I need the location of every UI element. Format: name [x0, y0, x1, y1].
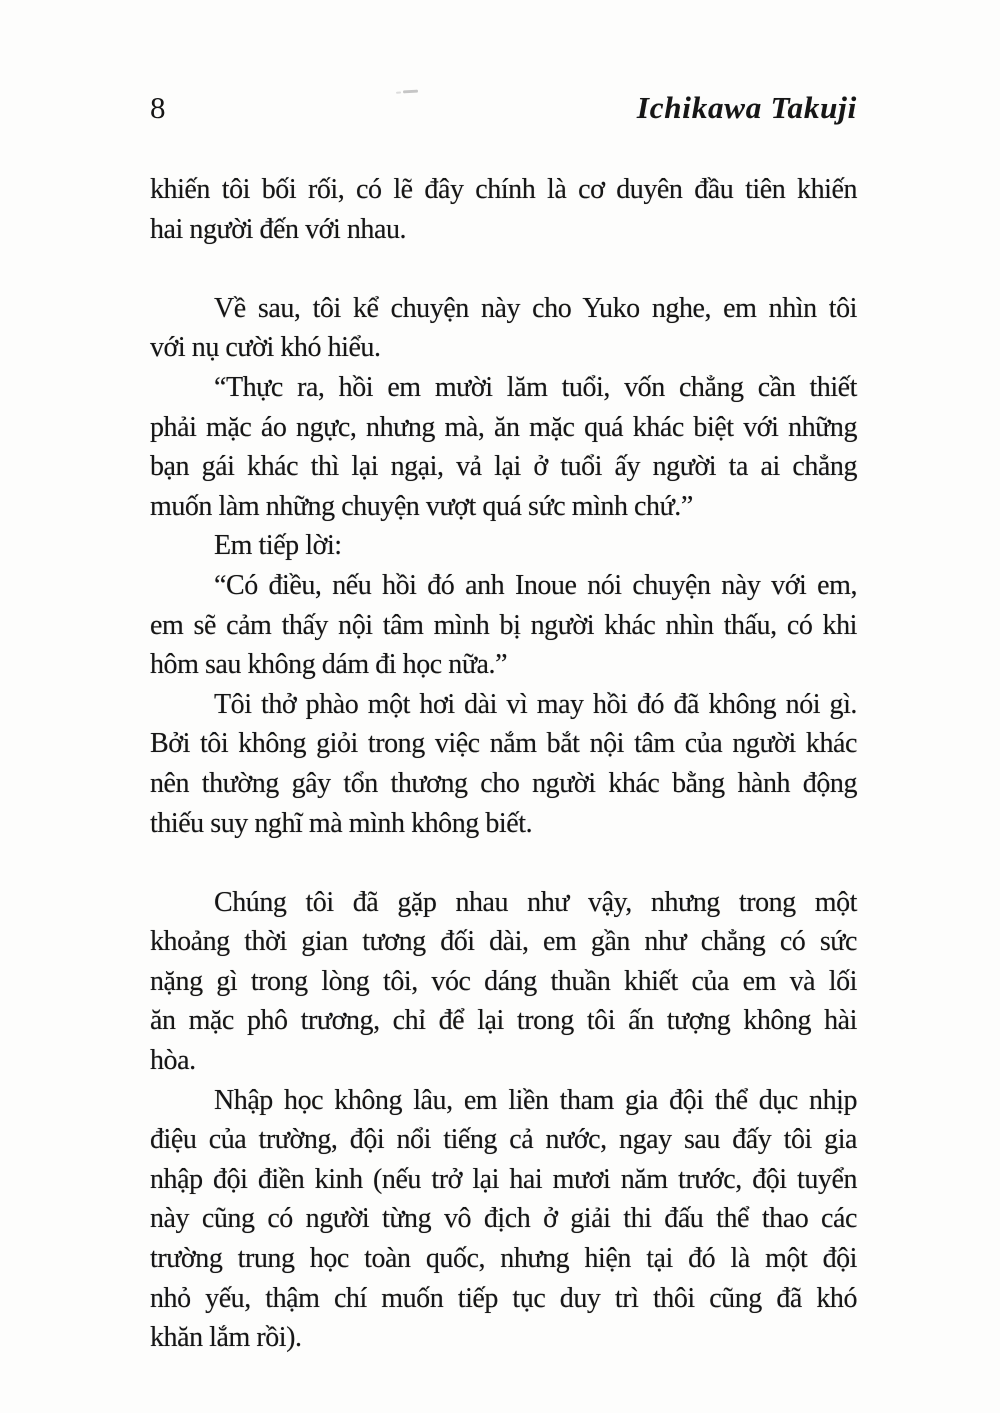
text-line: nhập đội điền kinh (nếu trở lại hai mươi năm trước, đội tuyển [150, 1163, 857, 1195]
text-line: Bởi tôi không giỏi trong việc nắm bắt nội tâm của người khác [150, 728, 857, 760]
text-line: “Có điều, nếu hồi đó anh Inoue nói chuyện này với em, [214, 569, 857, 601]
paragraph [150, 289, 857, 368]
text-line: muốn làm những chuyện vượt quá sức mình chứ.” [150, 490, 693, 522]
running-header-author: Ichikawa Takuji [636, 90, 857, 125]
text-line: Nhập học không lâu, em liền tham gia đội thể dục nhịp [214, 1084, 857, 1116]
text-line: hòa. [150, 1045, 196, 1077]
paragraph [150, 1081, 857, 1358]
text-line: “Thực ra, hồi em mười lăm tuổi, vốn chẳng cần thiết [214, 371, 857, 403]
text-line: khoảng thời gian tương đối dài, em gần như chẳng có sức [150, 926, 857, 958]
text-line: bạn gái khác thì lại ngại, vả lại ở tuổi ấy người ta ai chẳng [150, 451, 857, 483]
text-line: Về sau, tôi kể chuyện này cho Yuko nghe, em nhìn tôi [214, 292, 857, 324]
paragraph [150, 883, 857, 1081]
text-line: ăn mặc phô trương, chỉ để lại trong tôi ấn tượng không hài [150, 1005, 857, 1037]
text-line: Chúng tôi đã gặp nhau như vậy, nhưng trong một [214, 886, 857, 918]
text-line: trường trung học toàn quốc, nhưng hiện tại đó là một đội [150, 1243, 857, 1275]
paragraph [150, 368, 857, 526]
text-line: khiến tôi bối rối, có lẽ đây chính là cơ duyên đầu tiên khiến [150, 174, 857, 205]
paragraph [150, 685, 857, 843]
text-line: điệu của trường, đội nổi tiếng cả nước, ngay sau đấy tôi gia [150, 1124, 857, 1156]
text-line: này cũng có người từng vô địch ở giải thi đấu thể thao các [150, 1203, 857, 1235]
paragraph [150, 526, 857, 566]
text-line: thiếu suy nghĩ mà mình không biết. [150, 807, 533, 839]
page-header [150, 90, 857, 126]
paragraph [150, 566, 857, 685]
text-line: với nụ cười khó hiểu. [150, 332, 381, 364]
paragraph [150, 170, 857, 249]
text-line: nên thường gây tổn thương cho người khác bằng hành động [150, 767, 857, 799]
page-number: 8 [150, 90, 166, 125]
text-line: hai người đến với nhau. [150, 213, 407, 245]
text-line: em sẽ cảm thấy nội tâm mình bị người khác nhìn thấu, có khi [150, 609, 857, 641]
text-line: Em tiếp lời: [214, 530, 342, 562]
page-body [150, 170, 857, 1358]
text-line: khăn lắm rồi). [150, 1322, 302, 1354]
text-line: nặng gì trong lòng tôi, vóc dáng thuần khiết của em và lối [150, 965, 857, 997]
text-line: Tôi thở phào một hơi dài vì may hồi đó đã không nói gì. [214, 688, 857, 720]
text-line: phải mặc áo ngực, nhưng mà, ăn mặc quá khác biệt với những [150, 411, 857, 443]
text-line: nhỏ yếu, thậm chí muốn tiếp tục duy trì thôi cũng đã khó [150, 1282, 857, 1314]
text-line: hôm sau không dám đi học nữa.” [150, 649, 508, 681]
